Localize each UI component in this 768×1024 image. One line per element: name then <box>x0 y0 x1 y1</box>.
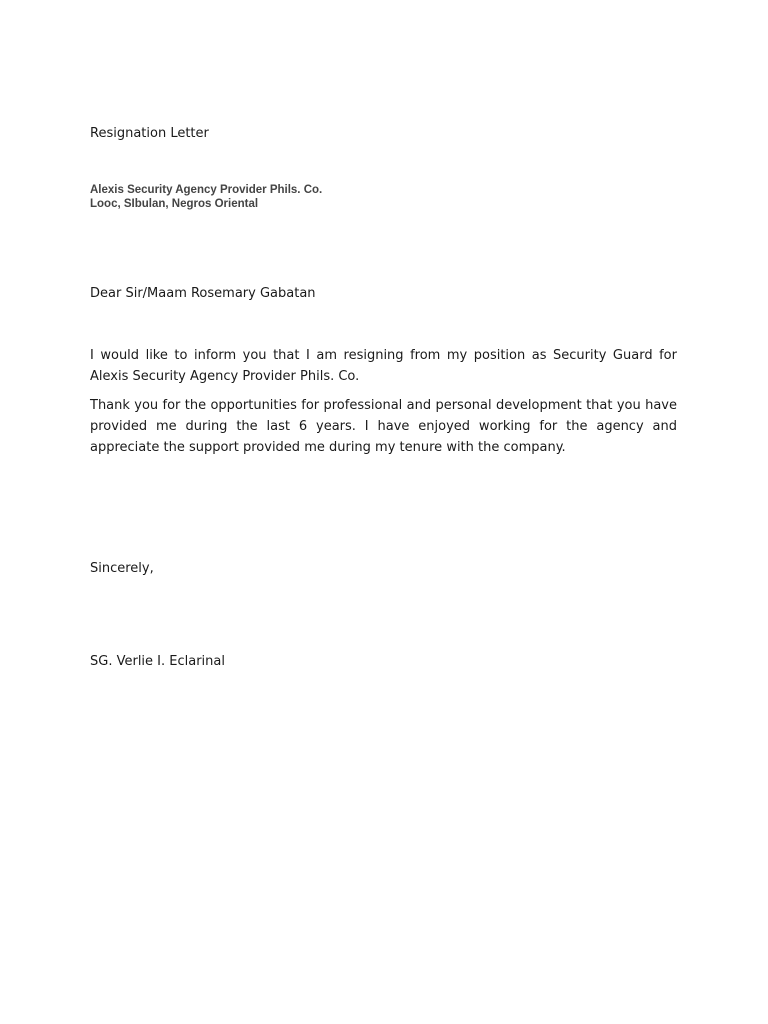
body-paragraph-2: Thank you for the opportunities for professional and personal development that you have provided me during the last 6 years. I have enjoyed working for the agency and appreciate the support provided me during my tenure with the company. <box>90 398 677 455</box>
letter-title: Resignation Letter <box>90 126 209 141</box>
signature-name: SG. Verlie I. Eclarinal <box>90 654 225 669</box>
body-paragraph-1: I would like to inform you that I am resigning from my position as Security Guard for Alexis Security Agency Provider Phils. Co. <box>90 348 677 384</box>
closing: Sincerely, <box>90 561 154 576</box>
address-line-location: Looc, SIbulan, Negros Oriental <box>90 198 259 210</box>
address-line-company: Alexis Security Agency Provider Phils. Co. <box>90 184 323 196</box>
salutation: Dear Sir/Maam Rosemary Gabatan <box>90 286 316 301</box>
recipient-address <box>90 183 322 211</box>
